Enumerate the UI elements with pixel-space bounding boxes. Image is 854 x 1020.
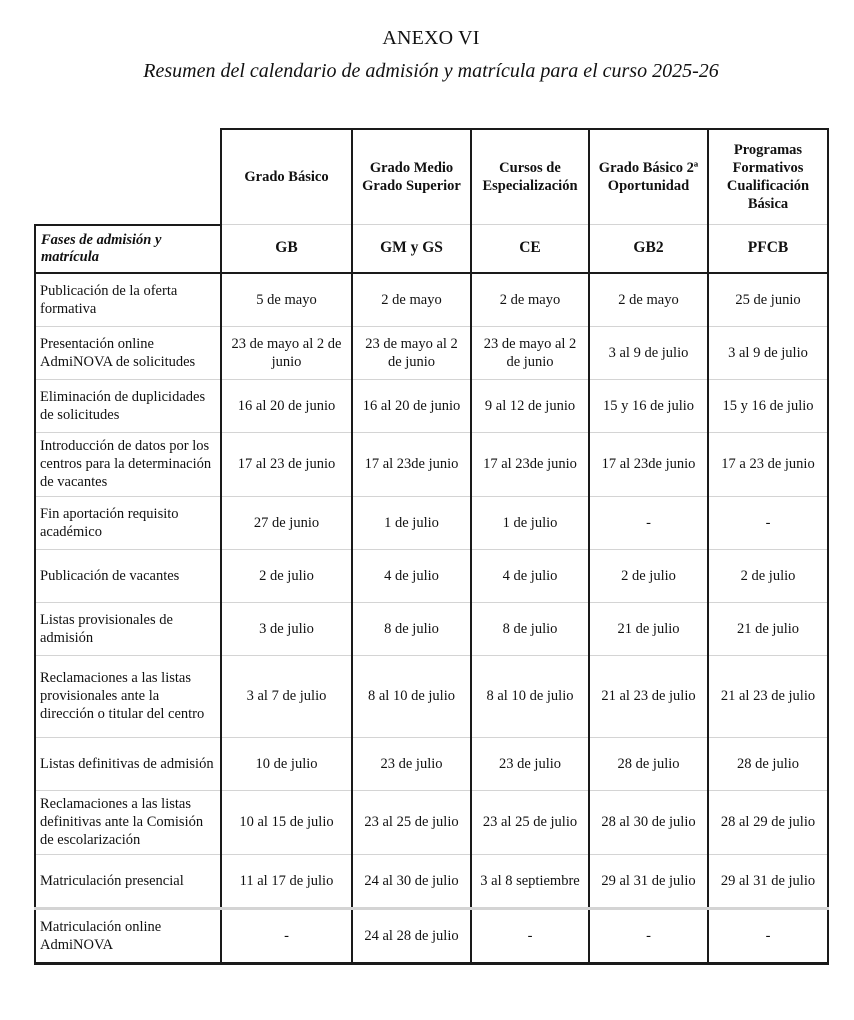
column-header-gm-gs [352,129,471,225]
date-cell-gb: 11 al 17 de julio [221,854,352,908]
date-cell-gm-gs: 23 de julio [352,737,471,790]
date-cell-gm-gs: 16 al 20 de junio [352,379,471,432]
admission-calendar-table [34,128,829,965]
table-row [35,496,828,549]
date-cell-pfcb: 3 al 9 de julio [708,326,828,379]
date-cell-gb2: - [589,496,708,549]
date-cell-ce: - [471,908,589,963]
phase-cell: Matriculación presencial [35,854,221,908]
date-cell-gb: 27 de junio [221,496,352,549]
date-cell-ce: 17 al 23de junio [471,432,589,496]
table-row [35,790,828,854]
phase-cell: Reclamaciones a las listas definitivas ante la Comisión de escolarización [35,790,221,854]
date-cell-gb: 3 de julio [221,602,352,655]
date-cell-pfcb: 28 al 29 de julio [708,790,828,854]
date-cell-gb2: - [589,908,708,963]
phase-cell: Publicación de la oferta formativa [35,273,221,327]
date-cell-gb2: 2 de julio [589,549,708,602]
date-cell-ce: 8 de julio [471,602,589,655]
header-row-names [35,129,828,225]
table-row [35,854,828,908]
date-cell-pfcb: 2 de julio [708,549,828,602]
date-cell-gb2: 3 al 9 de julio [589,326,708,379]
phase-column-header: Fases de admisión y matrícula [35,225,221,273]
date-cell-gm-gs: 24 al 30 de julio [352,854,471,908]
column-code-gb2: GB2 [589,225,708,273]
column-header-gm-gs-text: Grado Medio Grado Superior [362,160,461,194]
phase-cell: Introducción de datos por los centros para la determinación de vacantes [35,432,221,496]
date-cell-gm-gs: 17 al 23de junio [352,432,471,496]
date-cell-ce: 4 de julio [471,549,589,602]
date-cell-gm-gs: 8 al 10 de julio [352,655,471,737]
date-cell-pfcb: 17 a 23 de junio [708,432,828,496]
table-row [35,908,828,963]
date-cell-gm-gs: 24 al 28 de julio [352,908,471,963]
date-cell-gb: 2 de julio [221,549,352,602]
date-cell-gm-gs: 23 de mayo al 2 de junio [352,326,471,379]
phase-cell: Reclamaciones a las listas provisionales ante la dirección o titular del centro [35,655,221,737]
date-cell-pfcb: 25 de junio [708,273,828,327]
date-cell-gb2: 21 de julio [589,602,708,655]
date-cell-gb: 3 al 7 de julio [221,655,352,737]
date-cell-gb: 10 al 15 de julio [221,790,352,854]
phase-cell: Listas definitivas de admisión [35,737,221,790]
annex-title: ANEXO VI [382,27,480,49]
header-row-codes [35,225,828,273]
date-cell-pfcb: 29 al 31 de julio [708,854,828,908]
date-cell-ce: 9 al 12 de junio [471,379,589,432]
date-cell-gb: 10 de julio [221,737,352,790]
column-header-gb: Grado Básico [221,129,352,225]
date-cell-pfcb: 21 de julio [708,602,828,655]
phase-cell: Eliminación de duplicidades de solicitudes [35,379,221,432]
phase-cell: Fin aportación requisito académico [35,496,221,549]
date-cell-ce: 8 al 10 de julio [471,655,589,737]
table-row [35,549,828,602]
table-row [35,737,828,790]
column-header-gb2: Grado Básico 2ª Oportunidad [589,129,708,225]
date-cell-gm-gs: 8 de julio [352,602,471,655]
date-cell-pfcb: - [708,496,828,549]
date-cell-gb2: 17 al 23de junio [589,432,708,496]
date-cell-gm-gs: 23 al 25 de julio [352,790,471,854]
date-cell-gb2: 15 y 16 de julio [589,379,708,432]
date-cell-gb2: 28 de julio [589,737,708,790]
date-cell-gm-gs: 1 de julio [352,496,471,549]
date-cell-pfcb: - [708,908,828,963]
table-row [35,273,828,327]
column-code-gm-gs: GM y GS [352,225,471,273]
column-header-ce: Cursos de Especialización [471,129,589,225]
column-code-gb: GB [221,225,352,273]
phase-cell: Listas provisionales de admisión [35,602,221,655]
date-cell-pfcb: 28 de julio [708,737,828,790]
phase-cell: Publicación de vacantes [35,549,221,602]
column-code-ce: CE [471,225,589,273]
date-cell-ce: 3 al 8 septiembre [471,854,589,908]
date-cell-gb2: 29 al 31 de julio [589,854,708,908]
date-cell-pfcb: 21 al 23 de julio [708,655,828,737]
date-cell-gb: 16 al 20 de junio [221,379,352,432]
date-cell-gb: 23 de mayo al 2 de junio [221,326,352,379]
date-cell-gb: - [221,908,352,963]
phase-cell: Presentación online AdmiNOVA de solicitudes [35,326,221,379]
date-cell-ce: 2 de mayo [471,273,589,327]
annex-subtitle: Resumen del calendario de admisión y matrícula para el curso 2025-26 [143,60,719,82]
date-cell-ce: 23 de mayo al 2 de junio [471,326,589,379]
date-cell-gm-gs: 2 de mayo [352,273,471,327]
date-cell-ce: 1 de julio [471,496,589,549]
header-blank-cell [35,129,221,225]
date-cell-ce: 23 de julio [471,737,589,790]
date-cell-ce: 23 al 25 de julio [471,790,589,854]
phase-cell: Matriculación online AdmiNOVA [35,908,221,963]
date-cell-gb2: 21 al 23 de julio [589,655,708,737]
table-row [35,379,828,432]
table-row [35,432,828,496]
column-header-pfcb: Programas Formativos Cualificación Básica [708,129,828,225]
table-row [35,602,828,655]
table-row [35,655,828,737]
date-cell-gb2: 28 al 30 de julio [589,790,708,854]
date-cell-gb: 5 de mayo [221,273,352,327]
table-row [35,326,828,379]
date-cell-gm-gs: 4 de julio [352,549,471,602]
date-cell-gb2: 2 de mayo [589,273,708,327]
date-cell-gb: 17 al 23 de junio [221,432,352,496]
date-cell-pfcb: 15 y 16 de julio [708,379,828,432]
column-code-pfcb: PFCB [708,225,828,273]
